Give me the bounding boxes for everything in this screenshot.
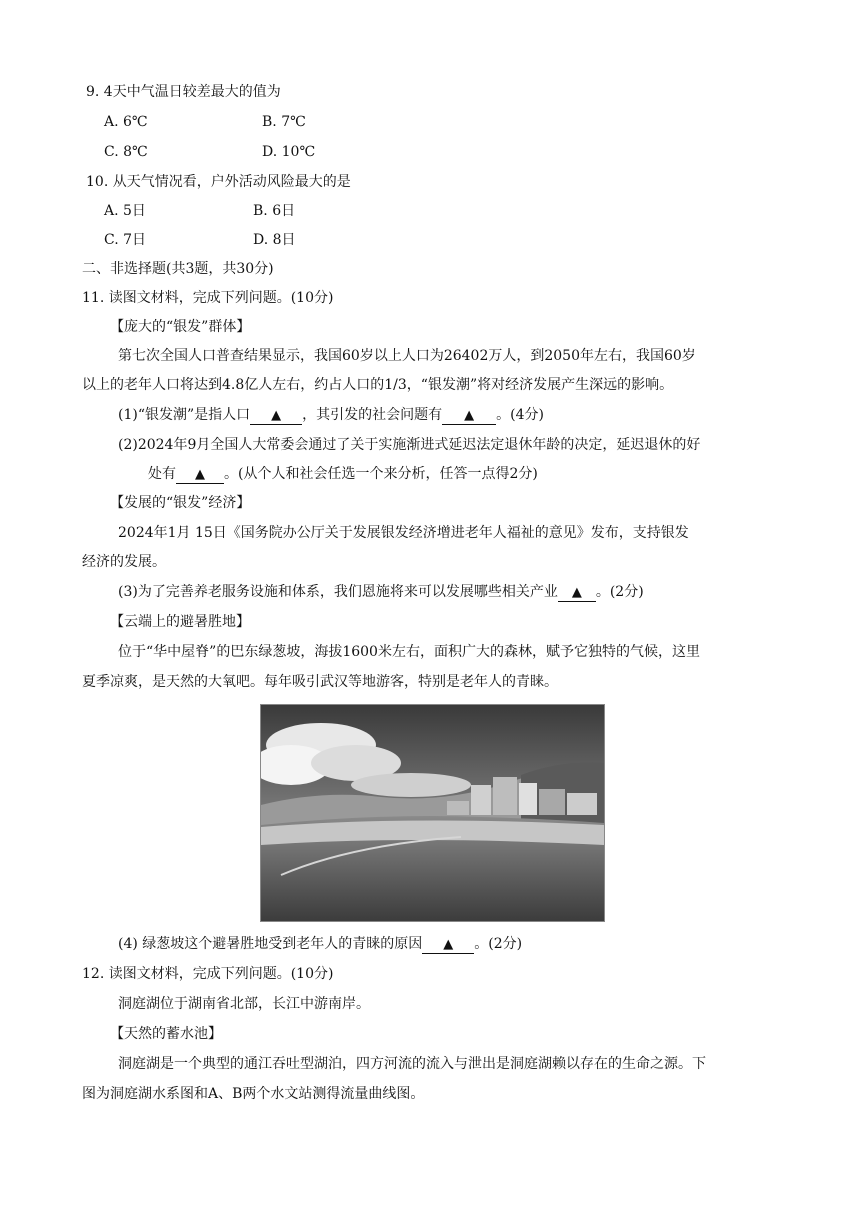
- q12-para-0: 洞庭湖位于湖南省北部，长江中游南岸。: [118, 996, 370, 1012]
- resort-photo: [260, 704, 605, 922]
- q9-option-b: B. 7℃: [262, 114, 306, 130]
- q10-option-d: D. 8日: [253, 232, 296, 248]
- q11-para-1a: 第七次全国人口普查结果显示，我国60岁以上人口为26402万人，到2050年左右，我国60岁: [118, 348, 696, 364]
- q11-heading-2: 【发展的“银发”经济】: [110, 495, 251, 511]
- q11-sub-3-part-a: (3)为了完善养老服务设施和体系，我们恩施将来可以发展哪些相关产业: [118, 584, 558, 600]
- q11-heading-1: 【庞大的“银发”群体】: [110, 319, 251, 335]
- answer-blank-2[interactable]: [176, 466, 224, 484]
- q11-sub-1-part-a: (1)“银发潮”是指人口: [118, 407, 251, 423]
- q11-sub-4-part-b: 。(2分): [474, 936, 523, 952]
- q11-para-1b: 以上的老年人口将达到4.8亿人左右，约占人口的1/3，“银发潮”将对经济发展产生深远的影响。: [82, 377, 674, 393]
- q9-stem: 9. 4天中气温日较差最大的值为: [86, 84, 281, 100]
- q11-sub-1: [118, 405, 544, 425]
- q11-para-2a: 2024年1月 15日《国务院办公厅关于发展银发经济增进老年人福祉的意见》发布，支持银发: [118, 525, 689, 541]
- q10-option-b: B. 6日: [253, 203, 296, 219]
- answer-blank-1a[interactable]: [250, 407, 302, 425]
- section-heading: 二、非选择题(共3题，共30分): [82, 261, 274, 277]
- q11-sub-4: [118, 934, 522, 954]
- q11-para-3a: 位于“华中屋脊”的巴东绿葱坡，海拔1600米左右，面积广大的森林，赋予它独特的气候，这里: [118, 644, 700, 660]
- q11-sub-2-part-c: 。(从个人和社会任选一个来分析，任答一点得2分): [224, 466, 538, 482]
- q11-para-3b: 夏季凉爽，是天然的大氧吧。每年吸引武汉等地游客，特别是老年人的青睐。: [82, 674, 558, 690]
- q9-option-d: D. 10℃: [262, 144, 316, 160]
- q12-para-1b: 图为洞庭湖水系图和A、B两个水文站测得流量曲线图。: [82, 1086, 425, 1102]
- triangle-icon: ▲: [571, 585, 582, 600]
- q11-sub-2-part-b: 处有: [148, 466, 176, 482]
- triangle-icon: ▲: [464, 408, 475, 423]
- landscape-image: [261, 705, 604, 921]
- answer-blank-1b[interactable]: [442, 407, 496, 425]
- q10-option-a: A. 5日: [104, 203, 146, 219]
- q11-sub-4-part-a: (4) 绿葱坡这个避暑胜地受到老年人的青睐的原因: [118, 936, 423, 952]
- q11-sub-2: [148, 464, 538, 484]
- answer-blank-3[interactable]: [558, 584, 596, 602]
- q12-heading-1: 【天然的蓄水池】: [110, 1026, 222, 1042]
- triangle-icon: ▲: [443, 937, 454, 952]
- q11-sub-1-part-b: ，其引发的社会问题有: [302, 407, 443, 423]
- q11-sub-1-part-c: 。(4分): [496, 407, 544, 423]
- q11-sub-3-part-b: 。(2分): [595, 584, 644, 600]
- triangle-icon: ▲: [195, 467, 205, 482]
- q9-option-c: C. 8℃: [104, 144, 148, 160]
- q9-option-a: A. 6℃: [104, 114, 148, 130]
- answer-blank-4[interactable]: [422, 936, 474, 954]
- q12-para-1a: 洞庭湖是一个典型的通江吞吐型湖泊，四方河流的流入与泄出是洞庭湖赖以存在的生命之源。下: [118, 1056, 706, 1072]
- q11-heading-3: 【云端上的避暑胜地】: [110, 614, 250, 630]
- q11-sub-2a: (2)2024年9月全国人大常委会通过了关于实施渐进式延迟法定退休年龄的决定，延迟退休的好: [118, 437, 701, 453]
- q11-para-2b: 经济的发展。: [82, 554, 166, 570]
- q11-sub-3: [118, 582, 644, 602]
- q11-stem: 11. 读图文材料，完成下列问题。(10分): [82, 290, 334, 306]
- q10-option-c: C. 7日: [104, 232, 147, 248]
- q10-stem: 10. 从天气情况看，户外活动风险最大的是: [86, 174, 351, 190]
- q12-stem: 12. 读图文材料，完成下列问题。(10分): [82, 966, 334, 982]
- triangle-icon: ▲: [271, 408, 282, 423]
